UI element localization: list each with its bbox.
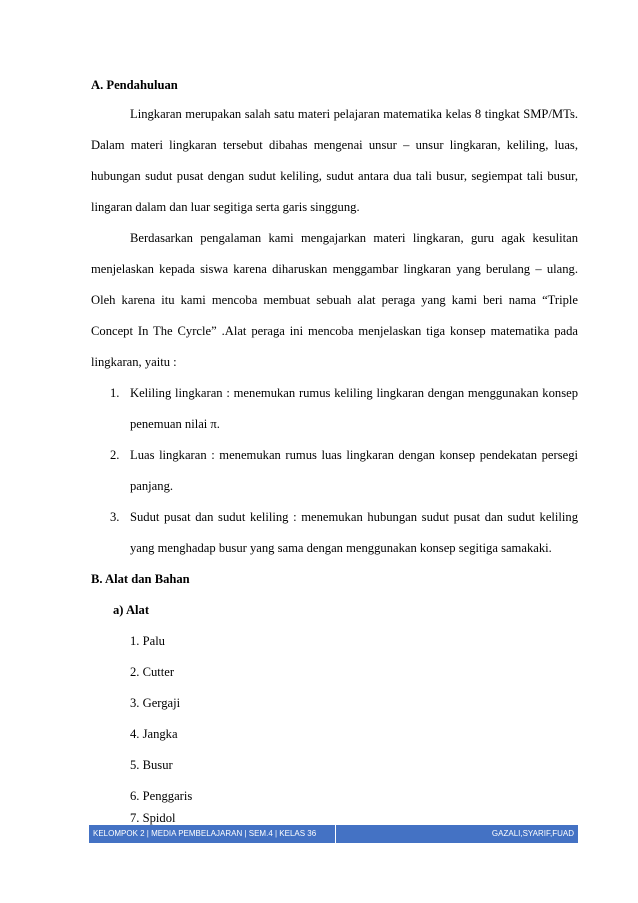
concept-2-line-1: Luas lingkaran : menemukan rumus luas lingkaran dengan konsep pendekatan persegi: [130, 448, 578, 462]
footer-left-text: KELOMPOK 2 | MEDIA PEMBELAJARAN | SEM.4 | KELAS 36: [93, 829, 317, 838]
intro-line-4: lingaran dalam dan luar segitiga serta garis singgung.: [91, 200, 360, 214]
intro-line-1: Lingkaran merupakan salah satu materi pelajaran matematika kelas 8 tingkat SMP/MTs.: [130, 107, 578, 121]
tool-item-jangka: 4. Jangka: [130, 727, 178, 741]
tool-item-penggaris: 6. Penggaris: [130, 789, 193, 803]
experience-line-3: Oleh karena itu kami mencoba membuat sebuah alat peraga yang kami beri nama “Triple: [91, 293, 578, 307]
tool-item-gergaji: 3. Gergaji: [130, 696, 181, 710]
concept-1-number: 1.: [110, 386, 120, 400]
experience-line-5: lingkaran, yaitu :: [91, 355, 177, 369]
tool-item-cutter: 2. Cutter: [130, 665, 175, 679]
concept-2-line-2: panjang.: [130, 479, 174, 493]
tool-item-spidol: 7. Spidol: [130, 811, 176, 825]
section-a-heading: A. Pendahuluan: [91, 78, 178, 92]
concept-1-line-2: penemuan nilai π.: [130, 417, 220, 431]
footer-divider: [335, 825, 336, 843]
concept-2-number: 2.: [110, 448, 120, 462]
tool-item-busur: 5. Busur: [130, 758, 173, 772]
subheading-alat: a) Alat: [113, 603, 150, 617]
intro-line-3: hubungan sudut pusat dengan sudut keliling, sudut antara dua tali busur, segiempat tali busur,: [91, 169, 578, 183]
intro-line-2: Dalam materi lingkaran tersebut dibahas mengenai unsur – unsur lingkaran, keliling, luas,: [91, 138, 578, 152]
concept-3-line-1: Sudut pusat dan sudut keliling : menemukan hubungan sudut pusat dan sudut keliling: [130, 510, 578, 524]
experience-line-4: Concept In The Cyrcle” .Alat peraga ini mencoba menjelaskan tiga konsep matematika pada: [91, 324, 578, 338]
experience-line-2: menjelaskan kepada siswa karena diharuskan menggambar lingkaran yang berulang – ulang.: [91, 262, 578, 276]
concept-1-line-1: Keliling lingkaran : menemukan rumus keliling lingkaran dengan menggunakan konsep: [130, 386, 578, 400]
footer-right-text: GAZALI,SYARIF,FUAD: [491, 829, 574, 838]
concept-3-line-2: yang menghadap busur yang sama dengan menggunakan konsep segitiga samakaki.: [130, 541, 552, 555]
page-footer: [89, 825, 578, 843]
experience-line-1: Berdasarkan pengalaman kami mengajarkan materi lingkaran, guru agak kesulitan: [130, 231, 578, 245]
tool-item-palu: 1. Palu: [130, 634, 165, 648]
concept-3-number: 3.: [110, 510, 120, 524]
section-b-heading: B. Alat dan Bahan: [91, 572, 190, 586]
